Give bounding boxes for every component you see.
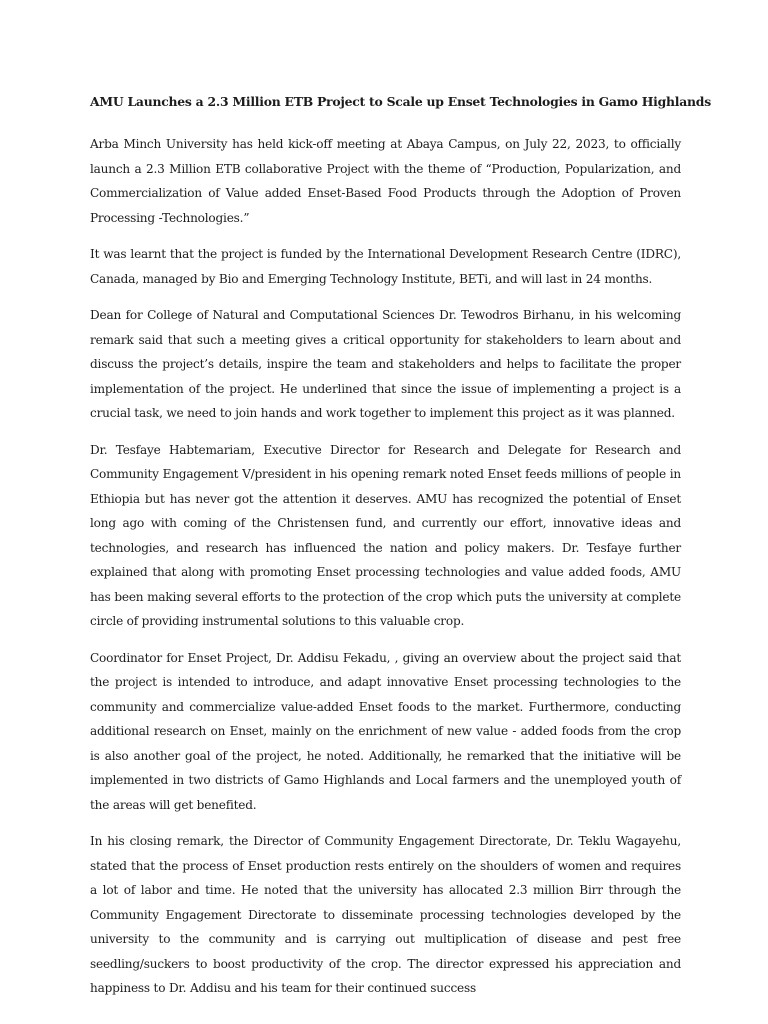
paragraph-coordinator-overview: Coordinator for Enset Project, Dr. Addisu Fekadu, , giving an overview about the project said that the project is intended to introduce, and adapt innovative Enset processing technologies to the community and commercialize value-added Enset foods to the market. Furthermore, conducting additional research on Enset, mainly on the enrichment of new value - added foods from the crop is also another goal of the project, he noted. Additionally, he remarked that the initiative will be implemented in two districts of Gamo Highlands and Local farmers and the unemployed youth of the areas will get benefited. [90,650,681,812]
paragraph-kickoff: Arba Minch University has held kick-off meeting at Abaya Campus, on July 22, 2023, to officially launch a 2.3 Million ETB collaborative Project with the theme of “Production, Popularization, and Commercialization of Value added Enset-Based Food Products through the Adoption of Proven Processing -Technologies.” [90,137,681,225]
paragraph-closing-remark: In his closing remark, the Director of Community Engagement Directorate, Dr. Teklu Wagayehu, stated that the process of Enset production rests entirely on the shoulders of women and requires a lot of labor and time. He noted that the university has allocated 2.3 million Birr through the Community Engagement Directorate to disseminate processing technologies developed by the university to the community and is carrying out multiplication of disease and pest free seedling/suckers to boost productivity of the crop. The director expressed his appreciation and happiness to Dr. Addisu and his team for their continued success [90,834,681,995]
paragraph-funding: It was learnt that the project is funded by the International Development Research Centre (IDRC), Canada, managed by Bio and Emerging Technology Institute, BETi, and will last in 24 months. [90,247,681,286]
article-title: AMU Launches a 2.3 Million ETB Project to Scale up Enset Technologies in Gamo Highlands [90,94,711,109]
paragraph-dean-remark: Dean for College of Natural and Computational Sciences Dr. Tewodros Birhanu, in his welcoming remark said that such a meeting gives a critical opportunity for stakeholders to learn about and discuss the project’s details, inspire the team and stakeholders and helps to facilitate the proper implementation of the project. He underlined that since the issue of implementing a project is a crucial task, we need to join hands and work together to implement this project as it was planned. [90,308,681,420]
paragraph-executive-director-remark: Dr. Tesfaye Habtemariam, Executive Director for Research and Delegate for Research and Community Engagement V/president in his opening remark noted Enset feeds millions of people in Ethiopia but has never got the attention it deserves. AMU has recognized the potential of Enset long ago with coming of the Christensen fund, and currently our effort, innovative ideas and technologies, and research has influenced the nation and policy makers. Dr. Tesfaye further explained that along with promoting Enset processing technologies and value added foods, AMU has been making several efforts to the protection of the crop which puts the university at complete circle of providing instrumental solutions to this valuable crop. [90,442,681,628]
